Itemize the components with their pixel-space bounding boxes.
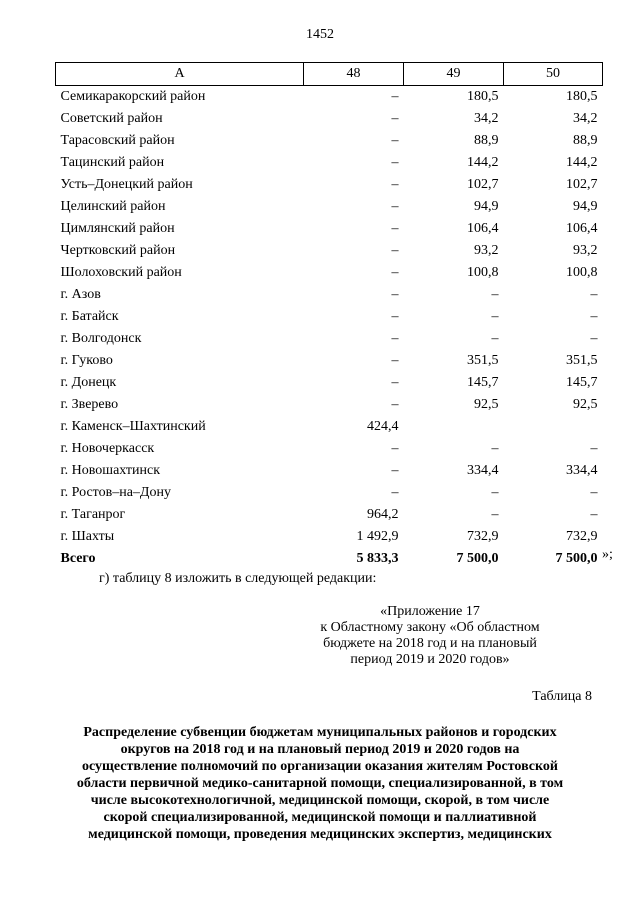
- table-title-line: медицинской помощи, проведения медицинских экспертиз, медицинских: [88, 827, 552, 842]
- value-49: 180,5: [467, 89, 499, 104]
- value-48: –: [391, 265, 399, 280]
- row-name: г. Ростов–на–Дону: [60, 485, 171, 500]
- value-50: 145,7: [566, 375, 598, 390]
- row-name: г. Новошахтинск: [60, 463, 161, 478]
- row-name: г. Новочеркасск: [60, 441, 155, 456]
- value-48: –: [391, 375, 399, 390]
- table-row: [56, 108, 603, 130]
- value-48: –: [391, 243, 399, 258]
- value-50: 92,5: [573, 397, 598, 412]
- total-value-50: 7 500,0: [555, 551, 598, 566]
- table-row: [56, 240, 603, 262]
- table-label: Таблица 8: [532, 689, 592, 704]
- value-49: –: [491, 441, 499, 456]
- appendix-line: к Областному закону «Об областном: [320, 620, 540, 635]
- value-48: –: [391, 89, 399, 104]
- table-row: [56, 196, 603, 218]
- value-49: –: [491, 309, 499, 324]
- table-row: [56, 306, 603, 328]
- value-48: –: [391, 485, 399, 500]
- value-48: –: [391, 353, 399, 368]
- row-name: Целинский район: [60, 199, 166, 214]
- value-49: 145,7: [467, 375, 499, 390]
- value-48: –: [391, 177, 399, 192]
- table-row: [56, 460, 603, 482]
- table-title-line: скорой специализированной, медицинской помощи и паллиативной: [103, 810, 537, 825]
- value-48: –: [391, 397, 399, 412]
- page-number: 1452: [306, 27, 334, 42]
- value-49: 92,5: [474, 397, 499, 412]
- value-48: –: [391, 199, 399, 214]
- table-row: [56, 394, 603, 416]
- value-50: –: [590, 507, 598, 522]
- table-row: [56, 526, 603, 548]
- value-48: –: [391, 331, 399, 346]
- value-49: 334,4: [467, 463, 499, 478]
- value-49: 732,9: [467, 529, 499, 544]
- subvention-table: [55, 62, 603, 570]
- table-row: [56, 504, 603, 526]
- value-50: 106,4: [566, 221, 598, 236]
- header-col-50: 50: [504, 63, 603, 86]
- value-49: 351,5: [467, 353, 499, 368]
- value-49: 100,8: [467, 265, 499, 280]
- value-50: 102,7: [566, 177, 598, 192]
- value-48: –: [391, 155, 399, 170]
- table-row: [56, 284, 603, 306]
- appendix-line: бюджете на 2018 год и на плановый: [323, 636, 537, 651]
- value-49: 102,7: [467, 177, 499, 192]
- value-50: [504, 416, 603, 438]
- value-50: 732,9: [566, 529, 598, 544]
- table-row: [56, 438, 603, 460]
- row-name: г. Каменск–Шахтинский: [60, 419, 206, 434]
- value-48: –: [391, 309, 399, 324]
- value-50: –: [590, 441, 598, 456]
- row-name: г. Зверево: [60, 397, 119, 412]
- value-50: 144,2: [566, 155, 598, 170]
- value-48: –: [391, 221, 399, 236]
- value-50: 88,9: [573, 133, 598, 148]
- total-value-49: 7 500,0: [456, 551, 499, 566]
- header-col-48: 48: [304, 63, 404, 86]
- table-row: [56, 328, 603, 350]
- value-49: [404, 416, 504, 438]
- row-name: Семикаракорский район: [60, 89, 206, 104]
- table-header-row: [56, 63, 603, 86]
- value-50: –: [590, 309, 598, 324]
- value-50: 100,8: [566, 265, 598, 280]
- value-49: –: [491, 507, 499, 522]
- table-row: [56, 482, 603, 504]
- value-50: 93,2: [573, 243, 598, 258]
- row-name: г. Азов: [60, 287, 101, 302]
- row-name: Тацинский район: [60, 155, 165, 170]
- value-48: –: [391, 111, 399, 126]
- value-49: –: [491, 331, 499, 346]
- table-title: [52, 724, 588, 843]
- table-row: [56, 130, 603, 152]
- table-row: [56, 86, 603, 109]
- table-row: [56, 152, 603, 174]
- value-50: –: [590, 287, 598, 302]
- table-title-line: Распределение субвенции бюджетам муниципальных районов и городских: [83, 725, 557, 740]
- header-col-a: А: [56, 63, 304, 86]
- value-49: 144,2: [467, 155, 499, 170]
- table-row: [56, 350, 603, 372]
- value-49: 106,4: [467, 221, 499, 236]
- appendix-line: «Приложение 17: [380, 604, 480, 619]
- value-50: –: [590, 485, 598, 500]
- row-name: Чертковский район: [60, 243, 176, 258]
- table-row: [56, 174, 603, 196]
- row-name: Цимлянский район: [60, 221, 175, 236]
- appendix-line: период 2019 и 2020 годов»: [350, 652, 510, 667]
- value-49: –: [491, 485, 499, 500]
- value-48: –: [391, 133, 399, 148]
- row-name: г. Шахты: [60, 529, 115, 544]
- value-50: 351,5: [566, 353, 598, 368]
- appendix-heading: [300, 604, 560, 668]
- value-49: 34,2: [474, 111, 499, 126]
- table-title-line: осуществление полномочий по организации оказания жителям Ростовской: [82, 759, 558, 774]
- value-50: 94,9: [573, 199, 598, 214]
- row-name: г. Волгодонск: [60, 331, 142, 346]
- row-name: г. Таганрог: [60, 507, 126, 522]
- table-row: [56, 262, 603, 284]
- value-49: 88,9: [474, 133, 499, 148]
- value-49: –: [491, 287, 499, 302]
- value-49: 94,9: [474, 199, 499, 214]
- value-50: 34,2: [573, 111, 598, 126]
- table-title-line: округов на 2018 год и на плановый период 2019 и 2020 годов на: [120, 742, 520, 757]
- value-49: 93,2: [474, 243, 499, 258]
- value-50: 334,4: [566, 463, 598, 478]
- value-48: 424,4: [367, 419, 399, 434]
- header-col-49: 49: [404, 63, 504, 86]
- value-48: –: [391, 463, 399, 478]
- total-row: [56, 548, 603, 570]
- value-50: –: [590, 331, 598, 346]
- value-48: –: [391, 287, 399, 302]
- total-label: Всего: [60, 551, 96, 566]
- amendment-instruction: г) таблицу 8 изложить в следующей редакции:: [99, 571, 377, 586]
- table-row: [56, 218, 603, 240]
- table-row: [56, 416, 603, 438]
- row-name: Усть–Донецкий район: [60, 177, 193, 192]
- value-48: 1 492,9: [356, 529, 399, 544]
- row-name: Советский район: [60, 111, 163, 126]
- row-name: г. Батайск: [60, 309, 119, 324]
- table-title-line: числе высокотехнологичной, медицинской помощи, скорой, в том числе: [90, 793, 550, 808]
- table-title-line: области первичной медико-санитарной помощи, специализированной, в том: [76, 776, 564, 791]
- table-row: [56, 372, 603, 394]
- value-48: 964,2: [367, 507, 399, 522]
- row-name: Тарасовский район: [60, 133, 175, 148]
- value-48: –: [391, 441, 399, 456]
- row-name: Шолоховский район: [60, 265, 182, 280]
- total-value-48: 5 833,3: [356, 551, 399, 566]
- table-body: [56, 86, 603, 571]
- total-closing-quote: »;: [602, 547, 613, 562]
- value-50: 180,5: [566, 89, 598, 104]
- row-name: г. Гуково: [60, 353, 113, 368]
- row-name: г. Донецк: [60, 375, 117, 390]
